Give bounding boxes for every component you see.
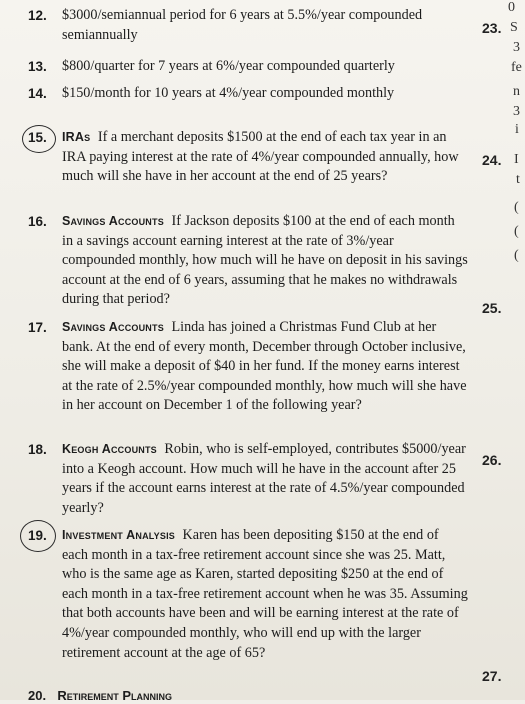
margin-text-fragment: (	[514, 200, 519, 215]
problem-15	[28, 128, 468, 187]
problem-text: Karen has been depositing $150 at the end of each month in a tax-free retirement account since she was 25. Matt, who is the same age as Karen, started depositing $250 at the end of each month in a tax-free retirement account when he was 35. Assuming that both accounts have been and will be earning interest at the rate of 4%/year compounded monthly, who will end up with the larger retirement account at the age of 65?	[62, 527, 468, 661]
problem-text: If a merchant deposits $1500 at the end of each tax year in an IRA paying interest at the rate of 4%/year compounded annually, how much will she have in her account at the end of 25 years?	[62, 129, 459, 185]
margin-problem-number: 24.	[482, 152, 502, 168]
problem-number: 20.	[28, 688, 47, 703]
problem-20-fragment	[28, 688, 172, 704]
problem-number: 19.	[28, 528, 47, 543]
margin-problem-number: 23.	[482, 20, 502, 36]
problem-title: Savings Accounts	[62, 214, 164, 228]
margin-text-fragment: i	[515, 122, 519, 137]
margin-text-fragment: (	[514, 248, 519, 263]
margin-problem-number: 26.	[482, 452, 502, 468]
problem-title: Retirement Planning	[57, 688, 172, 703]
margin-text-fragment: (	[514, 224, 519, 239]
problem-body	[28, 526, 468, 663]
problem-body	[28, 212, 468, 310]
problem-body	[28, 318, 468, 416]
margin-text-fragment: fe	[511, 60, 522, 75]
problem-19	[28, 526, 468, 663]
problem-body	[28, 128, 468, 187]
margin-text-fragment: I	[514, 152, 519, 167]
problem-text: Linda has joined a Christmas Fund Club at her bank. At the end of every month, December through October inclusive, she will make a deposit of $40 in her fund. If the money earns interest at the rate of 2.5%/year compounded monthly, how much will she have in her account on December 1 of the following year?	[62, 319, 467, 414]
problem-18	[28, 440, 468, 518]
problem-14	[28, 84, 468, 104]
problem-title: Investment Analysis	[62, 528, 175, 542]
margin-text-fragment: 3	[513, 40, 520, 55]
problem-text: $800/quarter for 7 years at 6%/year compounded quarterly	[62, 58, 395, 74]
problem-12	[28, 6, 468, 45]
problem-number: 15.	[28, 130, 47, 145]
problem-number: 18.	[28, 442, 47, 457]
margin-text-fragment: 3	[513, 104, 520, 119]
problem-text: Robin, who is self-employed, contributes $5000/year into a Keogh account. How much will he have in the account after 25 years if the account earns interest at the rate of 4.5%/year compounded yearly?	[62, 441, 466, 516]
problem-number: 16.	[28, 214, 47, 229]
problem-number: 13.	[28, 59, 47, 74]
margin-problem-number: 25.	[482, 300, 502, 316]
margin-problem-number: 27.	[482, 668, 502, 684]
margin-text-fragment: n	[513, 84, 520, 99]
problem-text: $150/month for 10 years at 4%/year compounded monthly	[62, 85, 395, 101]
margin-text-fragment: 0	[508, 0, 515, 15]
problem-body	[28, 440, 468, 518]
problem-number: 12.	[28, 8, 47, 23]
margin-text-fragment: t	[516, 172, 520, 187]
margin-text-fragment: S	[510, 20, 518, 35]
problem-title: Savings Accounts	[62, 320, 164, 334]
problem-text: $3000/semiannual period for 6 years at 5.5%/year compounded semiannually	[62, 7, 423, 43]
problem-title: Keogh Accounts	[62, 442, 157, 456]
problem-number: 14.	[28, 86, 47, 101]
problem-13	[28, 57, 468, 77]
problem-16	[28, 212, 468, 310]
problem-title: IRAs	[62, 130, 91, 144]
problem-number: 17.	[28, 320, 47, 335]
problem-17	[28, 318, 468, 416]
problem-text: If Jackson deposits $100 at the end of each month in a savings account earning interest at the rate of 3%/year compounded monthly, how much will he have on deposit in his savings account at the end of 6 years, assuming that he makes no withdrawals during that period?	[62, 213, 468, 308]
